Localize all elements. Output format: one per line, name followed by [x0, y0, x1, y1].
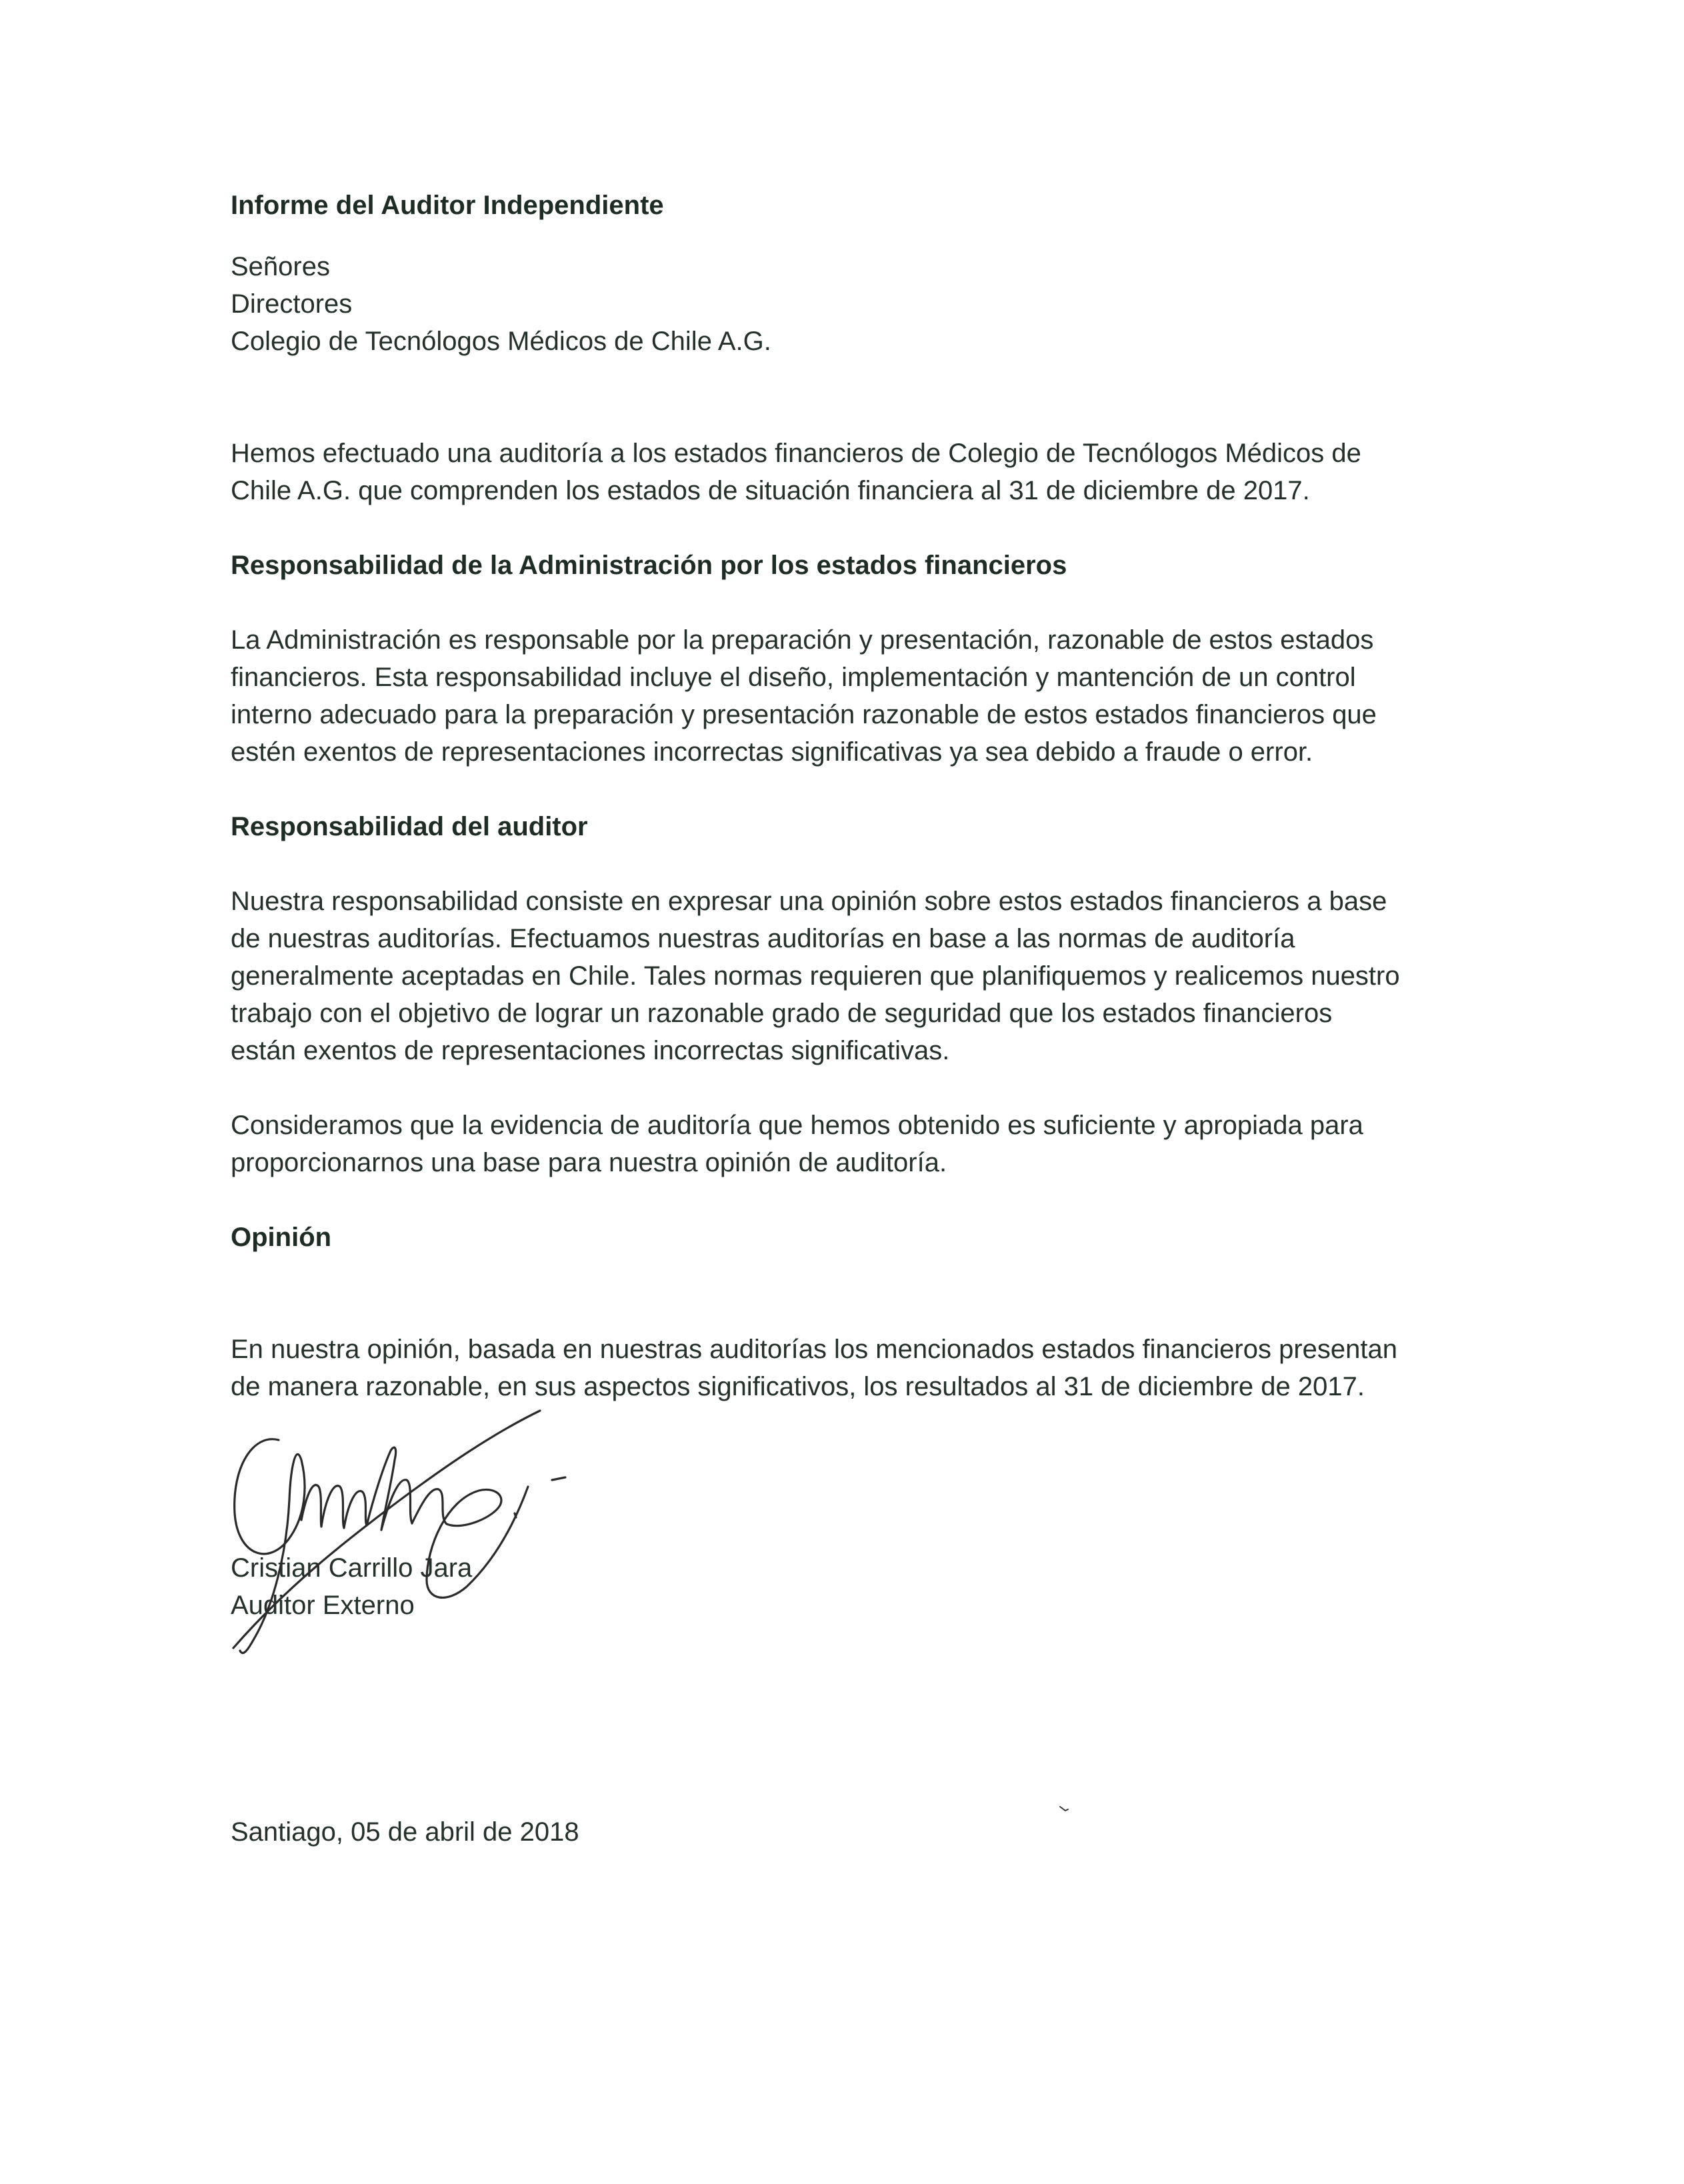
addressee-line-1: Señores	[231, 252, 330, 281]
handwritten-signature	[227, 1387, 573, 1667]
scan-speck	[1059, 1805, 1069, 1815]
report-title: Informe del Auditor Independiente	[231, 191, 664, 220]
auditor-paragraph-line: están exentos de representaciones incorrectas significativas.	[231, 1036, 950, 1065]
admin-responsibility-heading: Responsabilidad de la Administración por los estados financieros	[231, 551, 1067, 580]
auditor-paragraph-line: trabajo con el objetivo de lograr un razonable grado de seguridad que los estados financieros	[231, 999, 1333, 1028]
auditor-responsibility-heading: Responsabilidad del auditor	[231, 812, 588, 841]
opinion-paragraph-line: de manera razonable, en sus aspectos significativos, los resultados al 31 de diciembre de 2017.	[231, 1372, 1365, 1401]
evidence-paragraph-line: Consideramos que la evidencia de auditoría que hemos obtenido es suficiente y apropiada para	[231, 1111, 1363, 1140]
opinion-paragraph-line: En nuestra opinión, basada en nuestras auditorías los mencionados estados financieros presentan	[231, 1335, 1398, 1364]
auditor-paragraph-line: generalmente aceptadas en Chile. Tales normas requieren que planifiquemos y realicemos nuestro	[231, 961, 1400, 991]
addressee-line-3: Colegio de Tecnólogos Médicos de Chile A.G.	[231, 327, 771, 356]
signature-stroke	[301, 1485, 367, 1528]
auditor-paragraph-line: de nuestras auditorías. Efectuamos nuestras auditorías en base a las normas de auditoría	[231, 924, 1295, 953]
addressee-line-2: Directores	[231, 289, 353, 319]
admin-paragraph-line: interno adecuado para la preparación y presentación razonable de estos estados financieros que	[231, 700, 1377, 729]
intro-line-1: Hemos efectuado una auditoría a los estados financieros de Colegio de Tecnólogos Médicos de	[231, 439, 1361, 468]
signatory-name: Cristian Carrillo Jara	[231, 1553, 473, 1583]
auditor-paragraph-line: Nuestra responsabilidad consiste en expresar una opinión sobre estos estados financieros a base	[231, 887, 1387, 916]
signature-stroke	[552, 1477, 565, 1480]
opinion-heading: Opinión	[231, 1223, 332, 1252]
admin-paragraph-line: estén exentos de representaciones incorrectas significativas ya sea debido a fraude o error.	[231, 737, 1313, 767]
place-and-date: Santiago, 05 de abril de 2018	[231, 1817, 579, 1847]
signatory-role: Auditor Externo	[231, 1591, 415, 1620]
evidence-paragraph-line: proporcionarnos una base para nuestra opinión de auditoría.	[231, 1148, 947, 1177]
intro-line-2: Chile A.G. que comprenden los estados de situación financiera al 31 de diciembre de 2017.	[231, 476, 1310, 505]
admin-paragraph-line: financieros. Esta responsabilidad incluye el diseño, implementación y mantención de un control	[231, 663, 1356, 692]
admin-paragraph-line: La Administración es responsable por la preparación y presentación, razonable de estos estados	[231, 625, 1374, 655]
signature-stroke	[515, 1513, 516, 1517]
signature-stroke	[367, 1447, 412, 1530]
